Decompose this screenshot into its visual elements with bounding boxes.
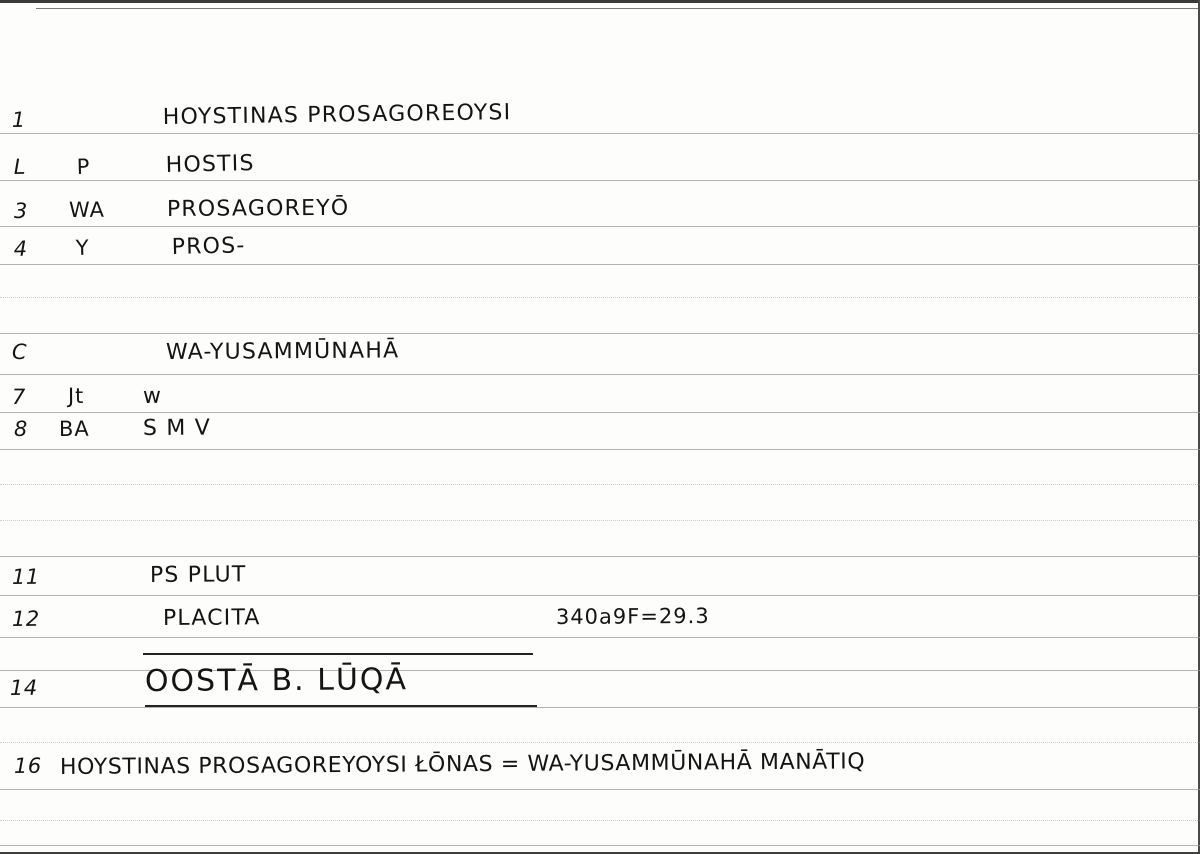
ruled-line	[0, 297, 1200, 298]
ruled-line	[0, 333, 1200, 334]
entry-text: S M V	[142, 415, 211, 441]
ruled-line	[0, 556, 1200, 557]
entry-text: PLACITA	[162, 605, 261, 631]
ruled-line	[0, 707, 1200, 708]
ruled-line	[0, 133, 1200, 134]
ruled-line	[0, 412, 1200, 413]
entry-tag: Jt	[67, 383, 85, 408]
ruled-line	[0, 637, 1200, 638]
ruled-line	[0, 845, 1200, 846]
reference-code: 340a9F=29.3	[555, 603, 710, 629]
entry-tag: Y	[75, 235, 90, 260]
entry-text: OOSTĀ B. LŪQĀ	[144, 662, 409, 699]
ruled-line	[0, 820, 1200, 821]
entry-number: 4	[13, 236, 28, 261]
entry-text: HOYSTINAS PROSAGOREYOYSI ŁŌNAS = WA-YUSAMMŪNAHĀ MANĀTIQ	[59, 749, 866, 780]
entry-number: L	[13, 154, 27, 179]
ruled-line	[0, 520, 1200, 521]
ruled-line	[0, 449, 1200, 450]
heading-underline	[145, 705, 537, 707]
entry-number: 7	[11, 384, 26, 409]
entry-number: 8	[13, 416, 28, 441]
page-top-inner-border	[36, 8, 1200, 9]
ruled-line	[0, 264, 1200, 265]
page-top-border	[0, 0, 1200, 3]
entry-number: 16	[13, 753, 42, 778]
entry-text: HOSTIS	[165, 150, 255, 178]
ruled-line	[0, 789, 1200, 790]
entry-number: 12	[11, 606, 40, 631]
entry-text: PS PLUT	[149, 562, 247, 588]
entry-tag: WA	[68, 197, 105, 222]
ruled-line	[0, 374, 1200, 375]
entry-text: WA-YUSAMMŪNAHĀ	[165, 338, 400, 365]
ruled-line	[0, 595, 1200, 596]
entry-text: PROSAGOREYŌ	[166, 195, 350, 222]
entry-number: 3	[13, 198, 28, 223]
entry-tag: BA	[58, 416, 90, 441]
entry-text: PROS-	[171, 233, 246, 260]
entry-number: C	[11, 339, 28, 364]
ruled-line	[0, 742, 1200, 743]
ruled-line	[0, 180, 1200, 181]
entry-text: w	[142, 383, 163, 409]
entry-text: HOYSTINAS PROSAGOREOYSI	[162, 100, 512, 130]
entry-tag: P	[76, 154, 91, 179]
ruled-line	[0, 226, 1200, 227]
entry-number: 14	[9, 675, 38, 700]
entry-number: 11	[11, 564, 40, 589]
ruled-line	[0, 484, 1200, 485]
entry-number: 1	[11, 107, 26, 132]
heading-underline	[143, 653, 533, 655]
